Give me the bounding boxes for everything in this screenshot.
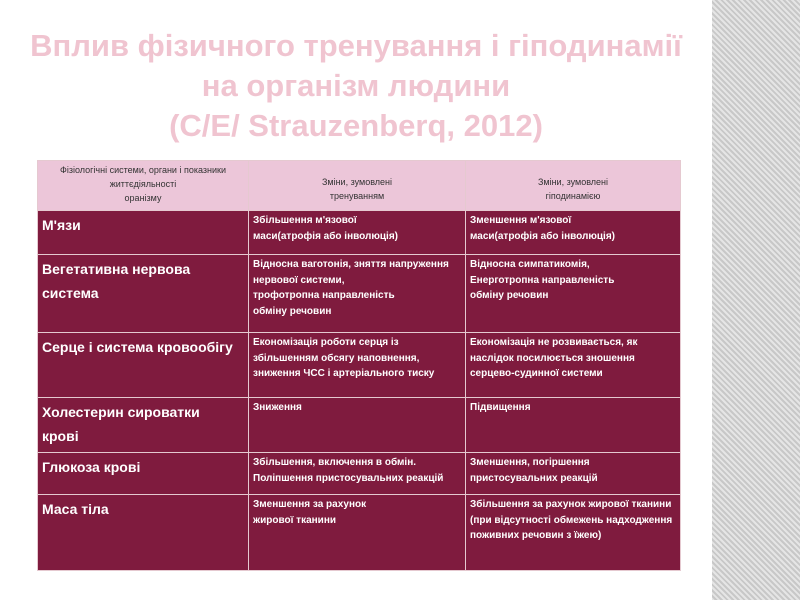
title-line-1: Вплив фізичного тренування і гіподинамії [30, 28, 682, 63]
header-systems: Фізіологічні системи, органи і показники життєдіяльності оранізму [38, 161, 249, 211]
comparison-table [37, 160, 681, 571]
cell-system: Вегетативна нервова система [38, 255, 249, 333]
table-row [38, 333, 681, 398]
table-row [38, 255, 681, 333]
cell-hypodynamia: Зменшення, погіршення пристосувальних реакцій [466, 453, 681, 495]
cell-hypodynamia: Економізація не розвивається, як наслідок посилюється зношення серцево-судинної системи [466, 333, 681, 398]
cell-training: Відносна ваготонія, зняття напруження нервової системи, трофотропна направленість обміну речовин [249, 255, 466, 333]
table-header-row [38, 161, 681, 211]
cell-system: Серце і система кровообігу [38, 333, 249, 398]
cell-system: М'язи [38, 211, 249, 255]
cell-training: Збільшення м'язової маси(атрофія або інволюція) [249, 211, 466, 255]
cell-training: Збільшення, включення в обмін. Поліпшення пристосувальних реакцій [249, 453, 466, 495]
slide-title [0, 26, 712, 146]
cell-system: Холестерин сироватки крові [38, 398, 249, 453]
cell-training: Економізація роботи серця із збільшенням обсягу наповнення, зниження ЧСС і артеріального тиску [249, 333, 466, 398]
cell-hypodynamia: Відносна симпатикомія, Енерготропна направленість обміну речовин [466, 255, 681, 333]
title-line-3: (С/Е/ Strauzenberq, 2012) [169, 108, 543, 143]
table-row [38, 398, 681, 453]
cell-training: Зниження [249, 398, 466, 453]
cell-hypodynamia: Підвищення [466, 398, 681, 453]
cell-hypodynamia: Зменшення м'язової маси(атрофія або інволюція) [466, 211, 681, 255]
title-line-2: на організм людини [201, 68, 511, 103]
table-row [38, 211, 681, 255]
table-row [38, 495, 681, 571]
cell-system: Маса тіла [38, 495, 249, 571]
cell-hypodynamia: Збільшення за рахунок жирової тканини (при відсутності обмежень надходження поживних речовин з їжею) [466, 495, 681, 571]
cell-system: Глюкоза крові [38, 453, 249, 495]
cell-training: Зменшення за рахунок жирової тканини [249, 495, 466, 571]
table-row [38, 453, 681, 495]
header-hypodynamia: Зміни, зумовлені гіподинамією [466, 161, 681, 211]
decorative-side-stripe [712, 0, 800, 600]
header-training: Зміни, зумовлені тренуванням [249, 161, 466, 211]
